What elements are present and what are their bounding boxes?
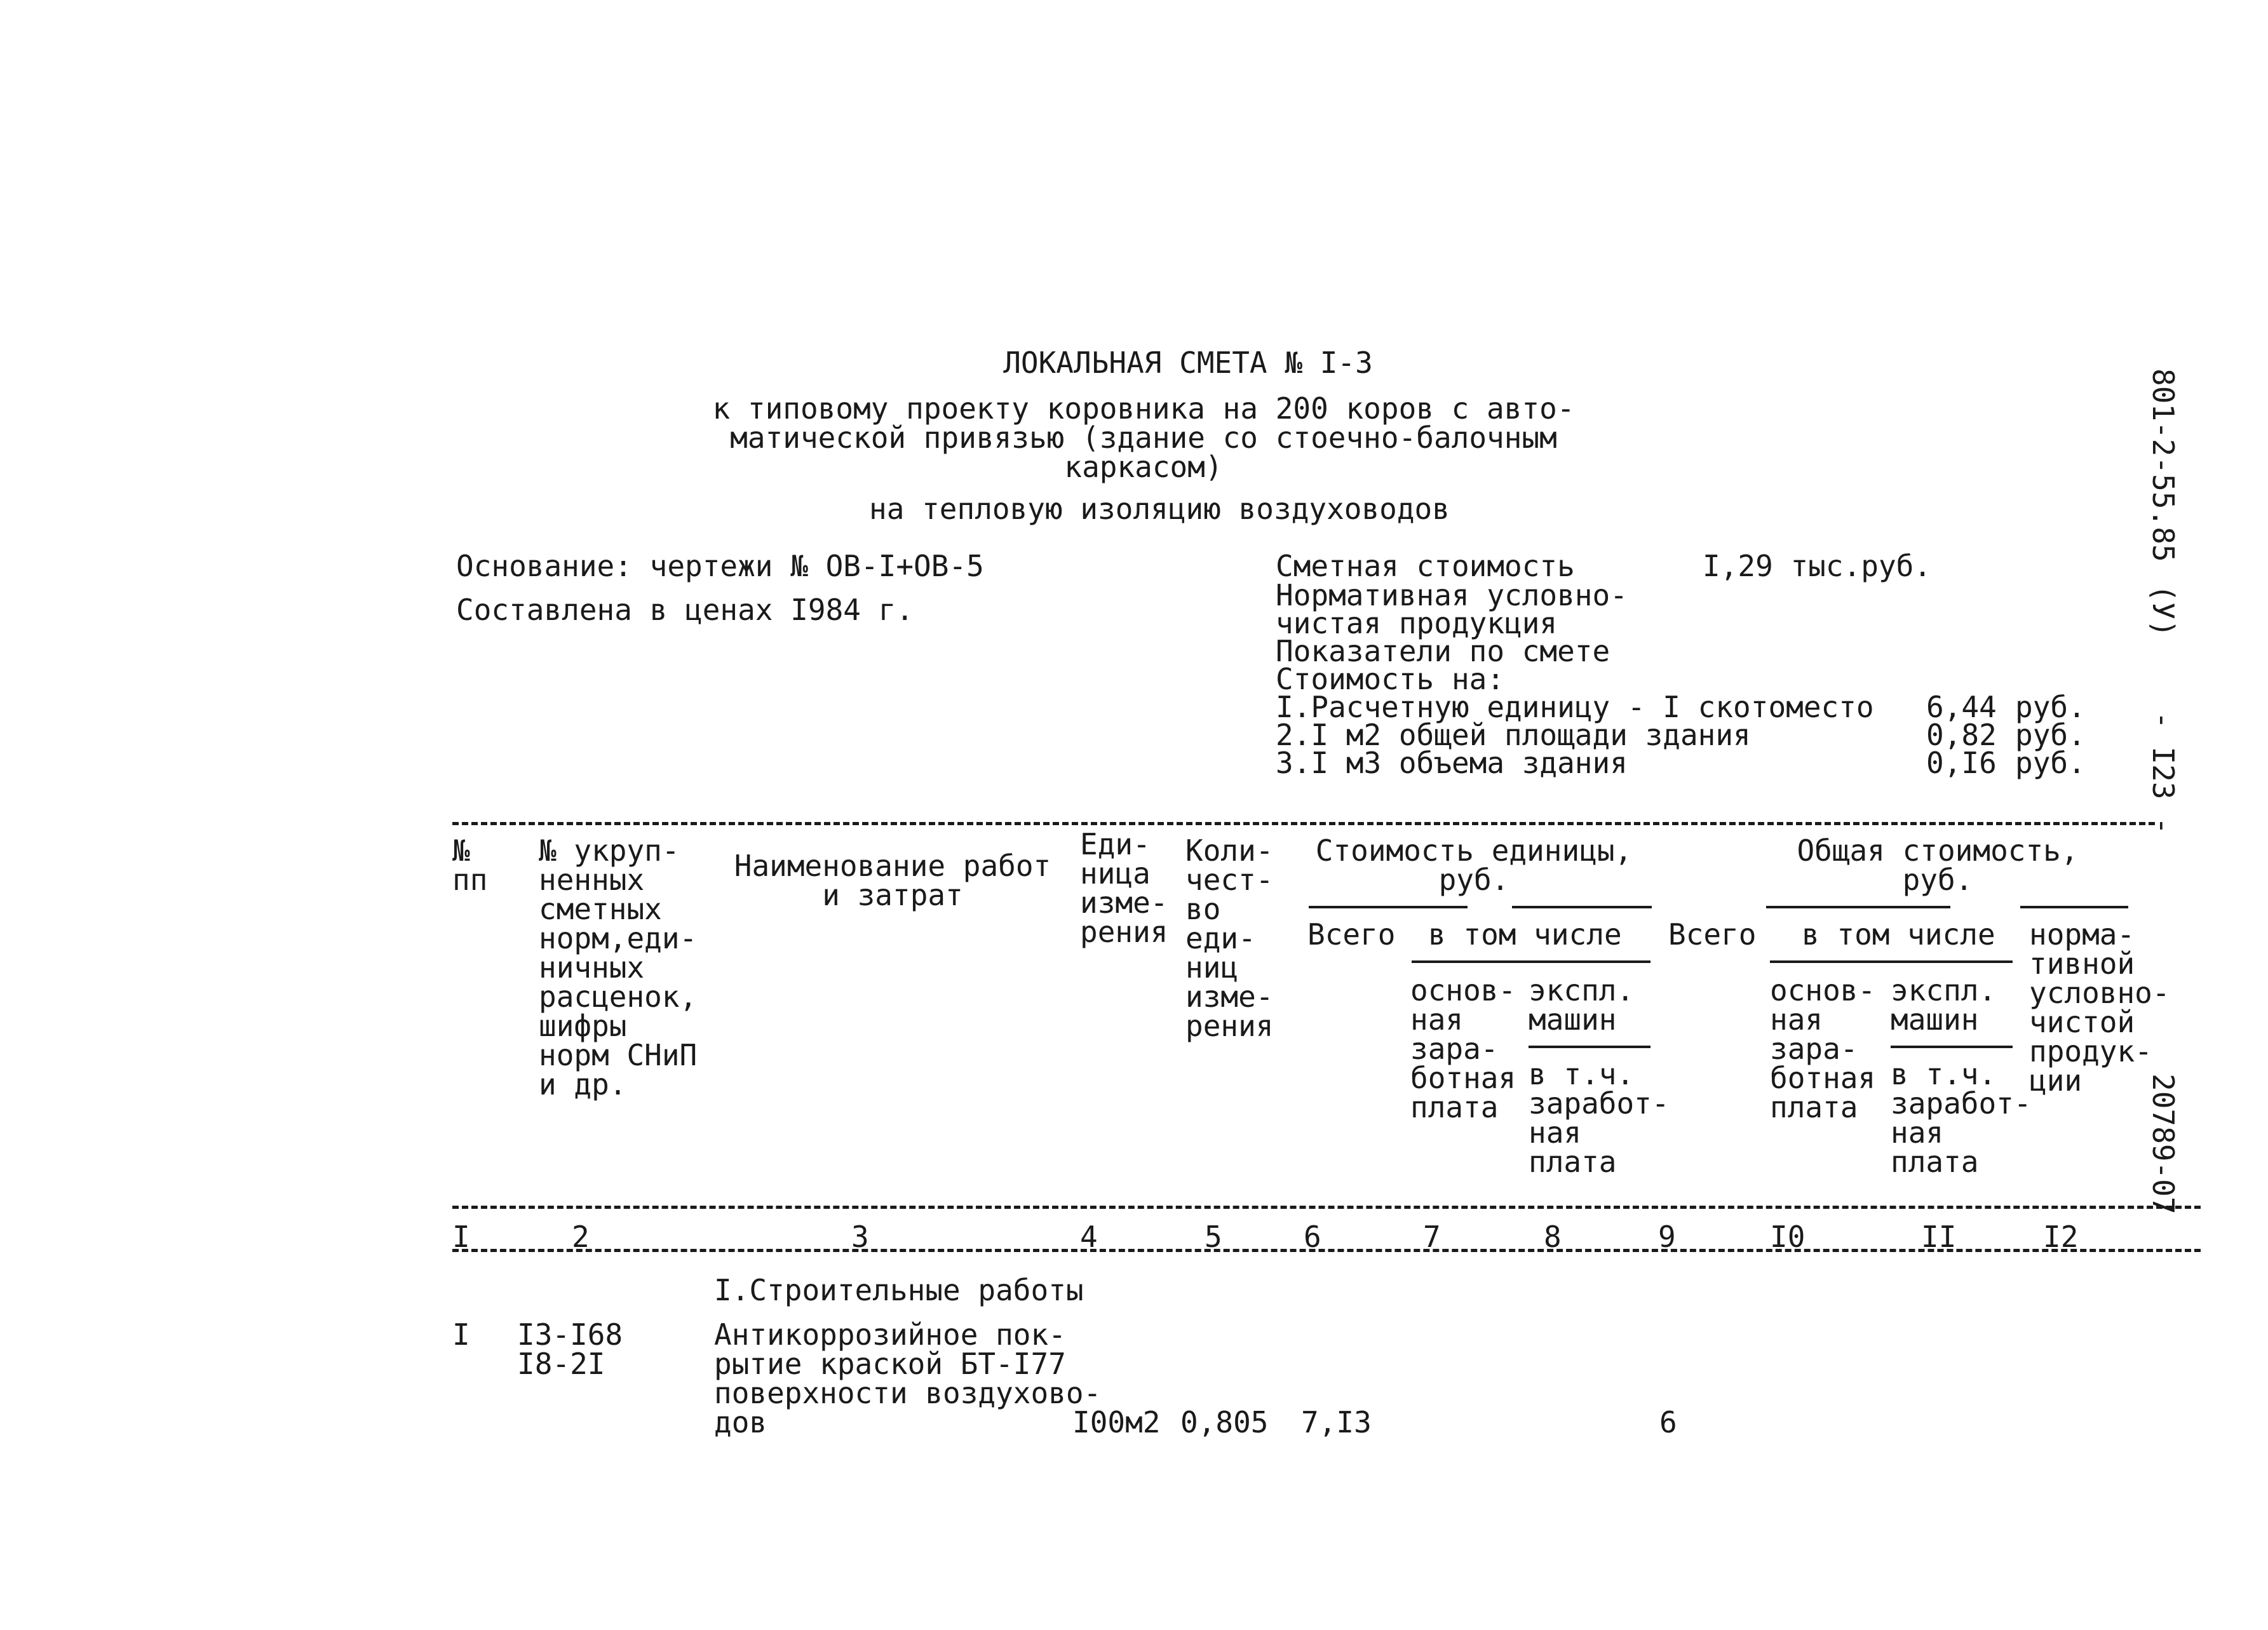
subtitle-line-1: к типовому проекту коровника на 200 коров с авто- xyxy=(712,391,1575,426)
indicator-3-unit: руб. xyxy=(2015,746,2086,780)
unit-cost-rule xyxy=(1309,906,1468,908)
row-1-work-name: Антикоррозийное пок- рытие краской БТ-I77 поверхности воздухово- дов xyxy=(714,1317,1102,1439)
header-unit-total: Всего xyxy=(1307,917,1396,952)
header-norm-codes: № укруп- ненных сметных норм,еди- ничных расценок, шифры норм СНиП и др. xyxy=(539,833,698,1101)
total-machines-rule xyxy=(1891,1046,2013,1048)
volume-stamp: (У) xyxy=(2146,584,2180,638)
col-number-1: I xyxy=(452,1220,470,1254)
purpose-line: на тепловую изоляцию воздуховодов xyxy=(869,492,1450,526)
indicator-2-label: 2.I м2 общей площади здания xyxy=(1276,718,1751,752)
indicator-3-label: 3.I м3 объема здания xyxy=(1276,746,1628,780)
header-total-cost: Общая стоимость, руб. xyxy=(1797,833,2079,897)
indicator-1-unit: руб. xyxy=(2015,690,2086,724)
normative-label-1: Нормативная условно- xyxy=(1276,578,1628,612)
page-number-stamp: - I23 - xyxy=(2146,711,2180,835)
col-number-12: I2 xyxy=(2043,1220,2079,1254)
row-1-unit: I00м2 xyxy=(1072,1405,1161,1439)
col-number-underline xyxy=(452,1249,2201,1252)
col-number-2: 2 xyxy=(572,1220,590,1254)
col-number-5: 5 xyxy=(1205,1220,1222,1254)
unit-including-rule xyxy=(1412,960,1650,963)
cost-on-label: Стоимость на: xyxy=(1276,662,1505,696)
col-number-10: I0 xyxy=(1770,1220,1806,1254)
header-unit-incl-wage: в т.ч. заработ- ная плата xyxy=(1529,1057,1670,1179)
total-cost-rule xyxy=(1766,906,1950,908)
indicators-label: Показатели по смете xyxy=(1276,634,1610,668)
col-number-6: 6 xyxy=(1304,1220,1321,1254)
project-code-stamp: 801-2-55.85 xyxy=(2146,368,2180,562)
table-top-rule xyxy=(452,822,2155,825)
row-1-unit-total: 7,I3 xyxy=(1301,1405,1372,1439)
unit-machines-rule xyxy=(1529,1046,1650,1048)
header-total-incl-wage: в т.ч. заработ- ная плата xyxy=(1891,1057,2032,1179)
indicator-3-value: 0,I6 xyxy=(1926,746,1997,780)
header-row-number: № пп xyxy=(452,833,488,897)
header-unit-machines: экспл. машин xyxy=(1529,973,1635,1037)
row-1-codes: I3-I68 I8-2I xyxy=(517,1317,623,1381)
indicator-1-label: I.Расчетную единицу - I скотоместо xyxy=(1276,690,1874,724)
header-work-name: Наименование работ и затрат xyxy=(734,849,1051,912)
total-including-rule xyxy=(1770,960,2013,963)
basis-prices: Составлена в ценах I984 г. xyxy=(456,593,914,627)
subtitle-line-2: матической привязью (здание со стоечно-балочным xyxy=(730,421,1557,455)
header-unit-including: в том числе xyxy=(1428,917,1622,952)
header-total-including: в том числе xyxy=(1802,917,1995,952)
col-number-7: 7 xyxy=(1423,1220,1441,1254)
archive-number-stamp: 20789-07 xyxy=(2146,1074,2180,1215)
estimated-cost-label: Сметная стоимость xyxy=(1276,549,1575,583)
indicator-1-value: 6,44 xyxy=(1926,690,1997,724)
header-total-all: Всего xyxy=(1668,917,1757,952)
col-number-3: 3 xyxy=(851,1220,869,1254)
col-number-11: II xyxy=(1921,1220,1957,1254)
indicator-2-value: 0,82 xyxy=(1926,718,1997,752)
total-cost-rule-2 xyxy=(2020,906,2128,908)
indicator-2-unit: руб. xyxy=(2015,718,2086,752)
row-1-number: I xyxy=(452,1317,470,1352)
header-total-machines: экспл. машин xyxy=(1891,973,1997,1037)
row-1-quantity: 0,805 xyxy=(1180,1405,1269,1439)
basis-drawings: Основание: чертежи № ОВ-I+ОВ-5 xyxy=(456,549,984,583)
header-quantity: Коли- чест- во еди- ниц изме- рения xyxy=(1185,833,1274,1043)
col-number-4: 4 xyxy=(1080,1220,1098,1254)
unit-cost-rule-2 xyxy=(1512,906,1652,908)
header-unit-basic-wage: основ- ная зара- ботная плата xyxy=(1410,973,1516,1124)
header-total-basic-wage: основ- ная зара- ботная плата xyxy=(1770,973,1876,1124)
col-number-9: 9 xyxy=(1658,1220,1676,1254)
row-1-total: 6 xyxy=(1659,1405,1677,1439)
estimated-cost-value: I,29 тыс.руб. xyxy=(1703,549,1932,583)
header-normative-product: норма- тивной условно- чистой продук- ции xyxy=(2029,917,2170,1098)
header-unit: Еди- ница изме- рения xyxy=(1080,827,1168,949)
section-title: I.Строительные работы xyxy=(714,1273,1084,1307)
header-bottom-rule xyxy=(452,1206,2201,1209)
header-unit-cost: Стоимость единицы, руб. xyxy=(1315,833,1633,897)
normative-label-2: чистая продукция xyxy=(1276,606,1558,640)
subtitle-line-3: каркасом) xyxy=(1064,450,1223,484)
col-number-8: 8 xyxy=(1544,1220,1562,1254)
document-title: ЛОКАЛЬНАЯ СМЕТА № I-3 xyxy=(1003,346,1373,380)
